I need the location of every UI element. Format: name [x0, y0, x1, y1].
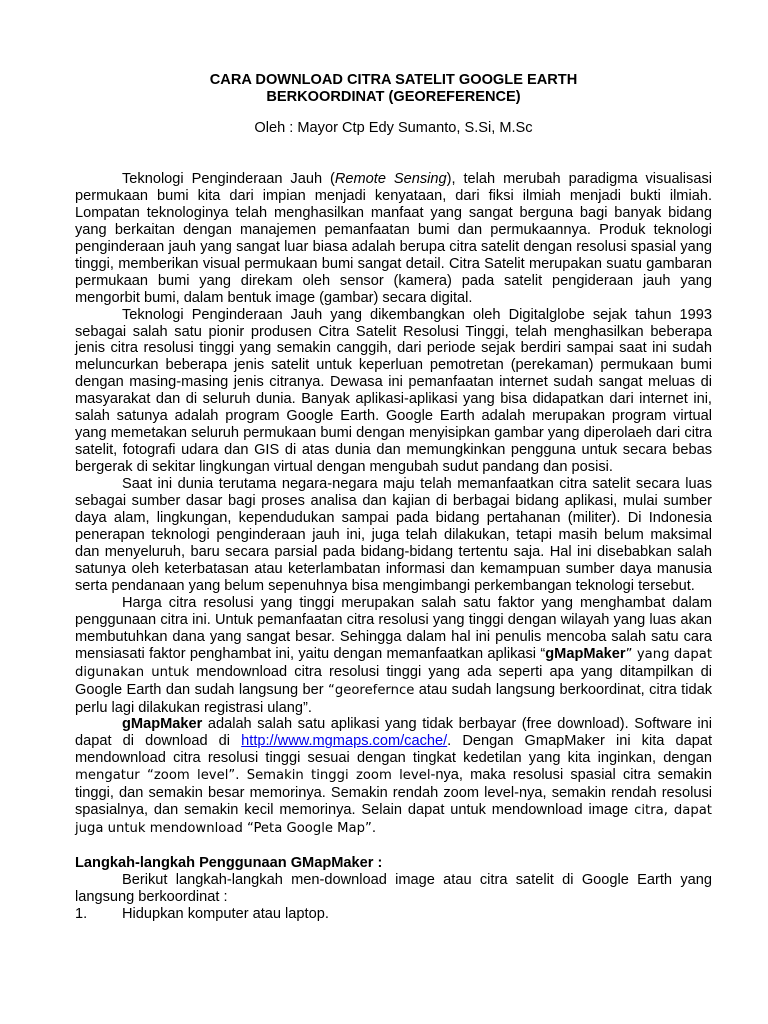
paragraph-2: Teknologi Penginderaan Jauh yang dikembangkan oleh Digitalglobe sejak tahun 1993 sebagai salah satu pionir produsen Citra Satelit Resolusi Tinggi, telah menghasilkan beberapa jenis citra resolusi tinggi yang semakin canggih, dari periode sejak berdiri sampai saat ini sudah meluncurkan beberapa jenis satelit untuk keperluan pemotretan (perekaman) permukaan bumi dengan masing-masing jenis citranya. Dewasa ini pemanfaatan internet sudah sangat meluas di masyarakat dan di seluruh dunia. Banyak aplikasi-aplikasi yang bisa didapatkan dari internet ini, salah satunya adalah program Google Earth. Google Earth adalah merupakan program virtual yang memetakan seluruh permukaan bumi dengan menyisipkan gambar yang diperolaeh dari citra satelit, fotografi udara dan GIS di atas dunia dan memungkinkan pengguna untuk secara bebas bergerak di sekitar lingkungan virtual dengan mengubah sudut pandang dan posisi. [75, 306, 712, 476]
paragraph-6: Berikut langkah-langkah men-download image atau citra satelit di Google Earth yang langsung berkoordinat : [75, 872, 712, 906]
author-line: Oleh : Mayor Ctp Edy Sumanto, S.Si, M.Sc [254, 120, 533, 136]
list-text: Hidupkan komputer atau laptop. [122, 905, 329, 922]
document-title [75, 72, 712, 106]
p4-mono-2: “georefernce [328, 682, 415, 698]
body-text [75, 171, 712, 923]
paragraph-5 [75, 716, 712, 838]
paragraph-1 [75, 171, 712, 307]
title-line-1: CARA DOWNLOAD CITRA SATELIT GOOGLE EARTH [209, 72, 578, 88]
p5-bold-gmapmaker: gMapMaker [122, 716, 203, 733]
p4-mono-1: ” yang dapat digunakan untuk [75, 646, 713, 680]
paragraph-3: Saat ini dunia terutama negara-negara maju telah memanfaatkan citra satelit secara luas sebagai sumber dasar bagi proses analisa dan kajian di berbagai bidang aplikasi, mulai sumber daya alam, lingkungan, kependudukan sampai pada bidang pertahanan (militer). Di Indonesia penerapan teknologi penginderaan jauh ini, juga telah dilakukan, tetapi masih belum maksimal dan menyeluruh, baru secara parsial pada bidang-bidang tertentu saja. Hal ini disebabkan salah satunya oleh keterbatasan atau keterlambatan informasi dan kemampuan sumber daya manusia serta pendanaan yang belum sepenuhnya bisa mengimbangi perkembangan teknologi tersebut. [75, 476, 712, 594]
title-line-2: BERKOORDINAT (GEOREFERENCE) [266, 89, 521, 105]
download-link[interactable]: http://www.mgmaps.com/cache/ [241, 733, 448, 750]
paragraph-4 [75, 595, 712, 717]
list-number: 1. [75, 905, 88, 922]
p5-text-a: adalah salah satu aplikasi yang tidak berbayar (free download). Software ini dapat di download di [75, 716, 712, 750]
p1-text-b: ), telah merubah paradigma visualisasi permukaan bumi kita dari impian menjadi kenyataan, dari fiksi ilmiah menjadi bukti ilmiah. Lompatan teknologinya telah menghasilkan manfaat yang sangat berguna bagi banyak bidang yang berkaitan dengan manajemen pemanfaatan bumi dan permukaannya. Produk teknologi penginderaan jauh yang sangat luar biasa adalah berupa citra satelit dengan resolusi spasial yang tinggi, memberikan visual permukaan bumi sangat detail. Citra Satelit merupakan suatu gambaran permukaan bumi yang direkam oleh sensor (kamera) pada satelit pengideraan jauh yang mengorbit bumi, dalam bentuk image (gambar) secara digital. [75, 170, 712, 306]
p4-text-b: mendownload citra resolusi tinggi yang ada seperti apa yang ditampilkan di Google Earth dan sudah langsung ber [75, 663, 713, 698]
p5-mono-1: mengatur “zoom level”. Semakin tinggi zoom level [75, 768, 431, 784]
p5-text-b: . Dengan GmapMaker ini kita dapat mendownload citra resolusi tinggi sesuai dengan tingkat kedetilan yang kita inginkan, dengan [75, 733, 712, 767]
p1-italic: Remote Sensing [334, 170, 447, 187]
p4-bold-gmapmaker: gMapMaker [545, 645, 626, 662]
p4-end: ”. [302, 699, 312, 716]
p5-text-c: -nya, maka resolusi spasial citra semakin tinggi, dan semakin besar memorinya. Semakin rendah zoom level-nya, semakin rendah resolusi spasialnya, dan semakin kecil memorinya. Selain dapat untuk mendownload image [75, 767, 712, 819]
list-item [75, 906, 712, 923]
p5-mono-2: citra, dapat juga untuk mendownload “Peta Google Map”. [75, 803, 712, 837]
p4-text-c: atau sudah langsung berkoordinat, citra tidak perlu lagi dilakukan registrasi ulang [75, 681, 712, 716]
section-heading: Langkah-langkah Penggunaan GMapMaker : [75, 855, 383, 872]
p4-quote-open: “ [540, 645, 546, 662]
p4-text-a: Harga citra resolusi yang tinggi merupakan salah satu faktor yang menghambat dalam penggunaan citra ini. Untuk pemanfaatan citra resolusi yang tinggi dengan wilayah yang luas akan membutuhkan dana yang sangat besar. Sehingga dalam hal ini penulis mencoba salah satu cara mensiasati faktor penghambat ini, yaitu dengan memanfaatkan aplikasi [75, 594, 712, 662]
p1-text-a: Teknologi Penginderaan Jauh ( [122, 170, 335, 187]
